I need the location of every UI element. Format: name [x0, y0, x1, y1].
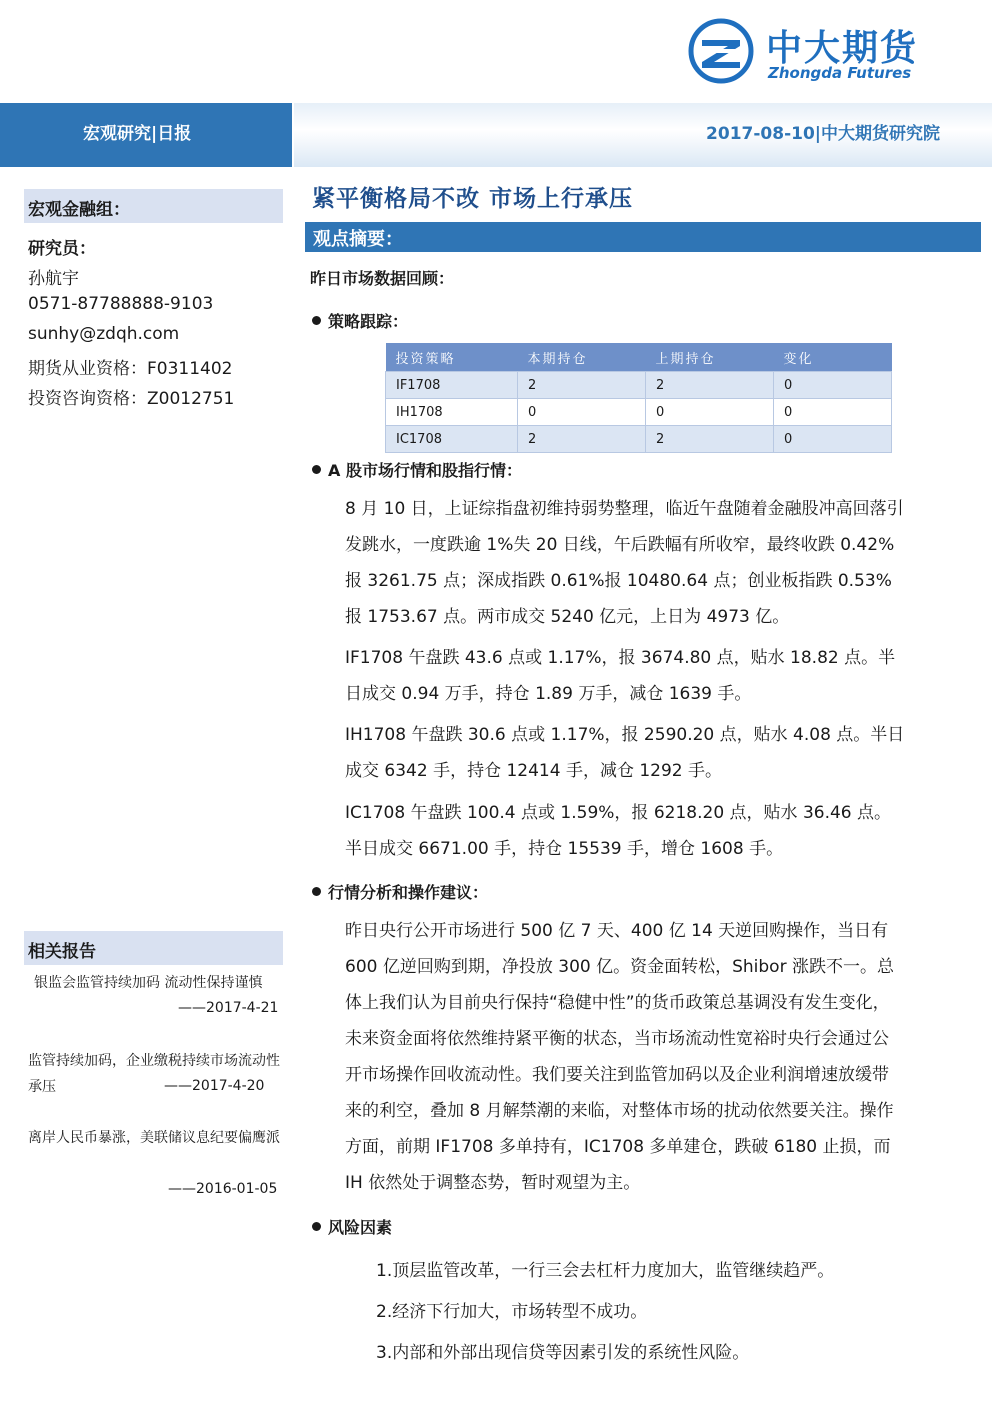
table-row	[386, 399, 892, 426]
bullet-icon	[312, 887, 321, 896]
review-label: 昨日市场数据回顾：	[310, 269, 455, 288]
researcher-label: 研究员：	[28, 239, 96, 259]
related-report-date: ——2017-4-21	[178, 1000, 279, 1016]
group-title: 宏观金融组：	[28, 200, 130, 220]
analysis-heading	[312, 880, 488, 903]
table-cell: IH1708	[386, 399, 518, 426]
table-header: 投资策略	[386, 343, 518, 372]
bullet-icon	[312, 316, 321, 325]
logo-english-name: Zhongda Futures	[768, 64, 912, 82]
strategy-label: 策略跟踪：	[328, 312, 409, 331]
market-heading	[312, 458, 522, 481]
related-reports-title-box	[24, 931, 283, 965]
risk-heading	[312, 1215, 392, 1238]
table-cell: 2	[518, 426, 646, 453]
researcher-email[interactable]: sunhy@zdqh.com	[28, 324, 180, 344]
table-cell: 2	[518, 372, 646, 399]
strategy-table	[385, 343, 892, 453]
table-cell: 0	[774, 399, 892, 426]
header-category-band	[0, 103, 292, 167]
report-date-source: 2017-08-10|中大期货研究院	[706, 124, 940, 144]
market-paragraph: 8 月 10 日，上证综指盘初维持弱势整理，临近午盘随着金融股冲高回落引发跳水，一度跌逾 1%失 20 日线，午后跌幅有所收窄，最终收跌 0.42%报 3261.75 点；深成指跌 0.61%报 10480.64 点；创业板指跌 0.53%报 1753.67 点。两市成交 5240 亿元，上日为 4973 亿。	[345, 499, 904, 627]
table-header: 本期持仓	[518, 343, 646, 372]
table-cell: 0	[518, 399, 646, 426]
table-cell: 2	[646, 426, 774, 453]
related-report-title[interactable]: 监管持续加码，企业缴税持续市场流动性承压	[28, 1053, 280, 1095]
table-cell: IC1708	[386, 426, 518, 453]
related-report-title[interactable]: 银监会监管持续加码 流动性保持谨慎	[34, 975, 263, 991]
table-cell: IF1708	[386, 372, 518, 399]
risk-item: 3.内部和外部出现信贷等因素引发的系统性风险。	[376, 1343, 750, 1363]
company-logo	[688, 18, 948, 88]
table-header-row	[386, 343, 892, 372]
risk-label: 风险因素	[328, 1218, 393, 1237]
report-category: 宏观研究|日报	[83, 124, 192, 144]
related-report-date: ——2016-01-05	[168, 1181, 278, 1197]
table-row	[386, 426, 892, 453]
bullet-icon	[312, 465, 321, 474]
related-report-date: ——2017-4-20	[164, 1078, 265, 1094]
bullet-icon	[312, 1222, 321, 1231]
strategy-heading	[312, 309, 408, 332]
table-header: 上期持仓	[646, 343, 774, 372]
analysis-label: 行情分析和操作建议：	[328, 883, 489, 902]
table-cell: 2	[646, 372, 774, 399]
header-date-band	[294, 103, 992, 167]
advisory-license: 投资咨询资格：Z0012751	[28, 389, 235, 409]
related-reports-title: 相关报告	[28, 942, 96, 962]
report-title: 紧平衡格局不改 市场上行承压	[312, 185, 634, 212]
logo-chinese-name: 中大期货	[766, 28, 919, 69]
risk-item: 2.经济下行加大，市场转型不成功。	[376, 1302, 648, 1322]
logo-emblem-icon	[688, 18, 754, 84]
market-paragraph: IH1708 午盘跌 30.6 点或 1.17%，报 2590.20 点，贴水 4.08 点。半日成交 6342 手，持仓 12414 手，减仓 1292 手。	[345, 725, 905, 781]
table-row	[386, 372, 892, 399]
table-cell: 0	[774, 372, 892, 399]
related-report-title[interactable]: 离岸人民币暴涨，美联储议息纪要偏鹰派	[28, 1130, 280, 1146]
market-paragraph: IF1708 午盘跌 43.6 点或 1.17%，报 3674.80 点，贴水 18.82 点。半日成交 0.94 万手，持仓 1.89 万手，减仓 1639 手。	[345, 648, 896, 704]
table-header: 变化	[774, 343, 892, 372]
risk-item: 1.顶层监管改革，一行三会去杠杆力度加大，监管继续趋严。	[376, 1261, 835, 1281]
abstract-label: 观点摘要：	[313, 229, 403, 250]
analysis-paragraph: 昨日央行公开市场进行 500 亿 7 天、400 亿 14 天逆回购操作，当日有 600 亿逆回购到期，净投放 300 亿。资金面转松，Shibor 涨跌不一。总体上我们认为目前央行保持“稳健中性”的货币政策总基调没有发生变化，未来资金面将依然维持紧平衡的状态，当市场流动性宽裕时央行会通过公开市场操作回收流动性。我们要关注到监管加码以及企业利润增速放缓带来的利空，叠加 8 月解禁潮的来临，对整体市场的扰动依然要关注。操作方面，前期 IF1708 多单持有，IC1708 多单建仓，跌破 6180 止损，而 IH 依然处于调整态势，暂时观望为主。	[345, 921, 894, 1193]
market-paragraph: IC1708 午盘跌 100.4 点或 1.59%，报 6218.20 点，贴水 36.46 点。半日成交 6671.00 手，持仓 15539 手，增仓 1608 手。	[345, 803, 892, 859]
futures-license: 期货从业资格：F0311402	[28, 359, 233, 379]
researcher-phone: 0571-87788888-9103	[28, 294, 214, 314]
abstract-bar	[305, 222, 981, 252]
market-label: A 股市场行情和股指行情：	[328, 461, 522, 480]
table-cell: 0	[774, 426, 892, 453]
table-cell: 0	[646, 399, 774, 426]
researcher-name: 孙航宇	[28, 269, 79, 289]
group-title-box	[24, 189, 283, 223]
